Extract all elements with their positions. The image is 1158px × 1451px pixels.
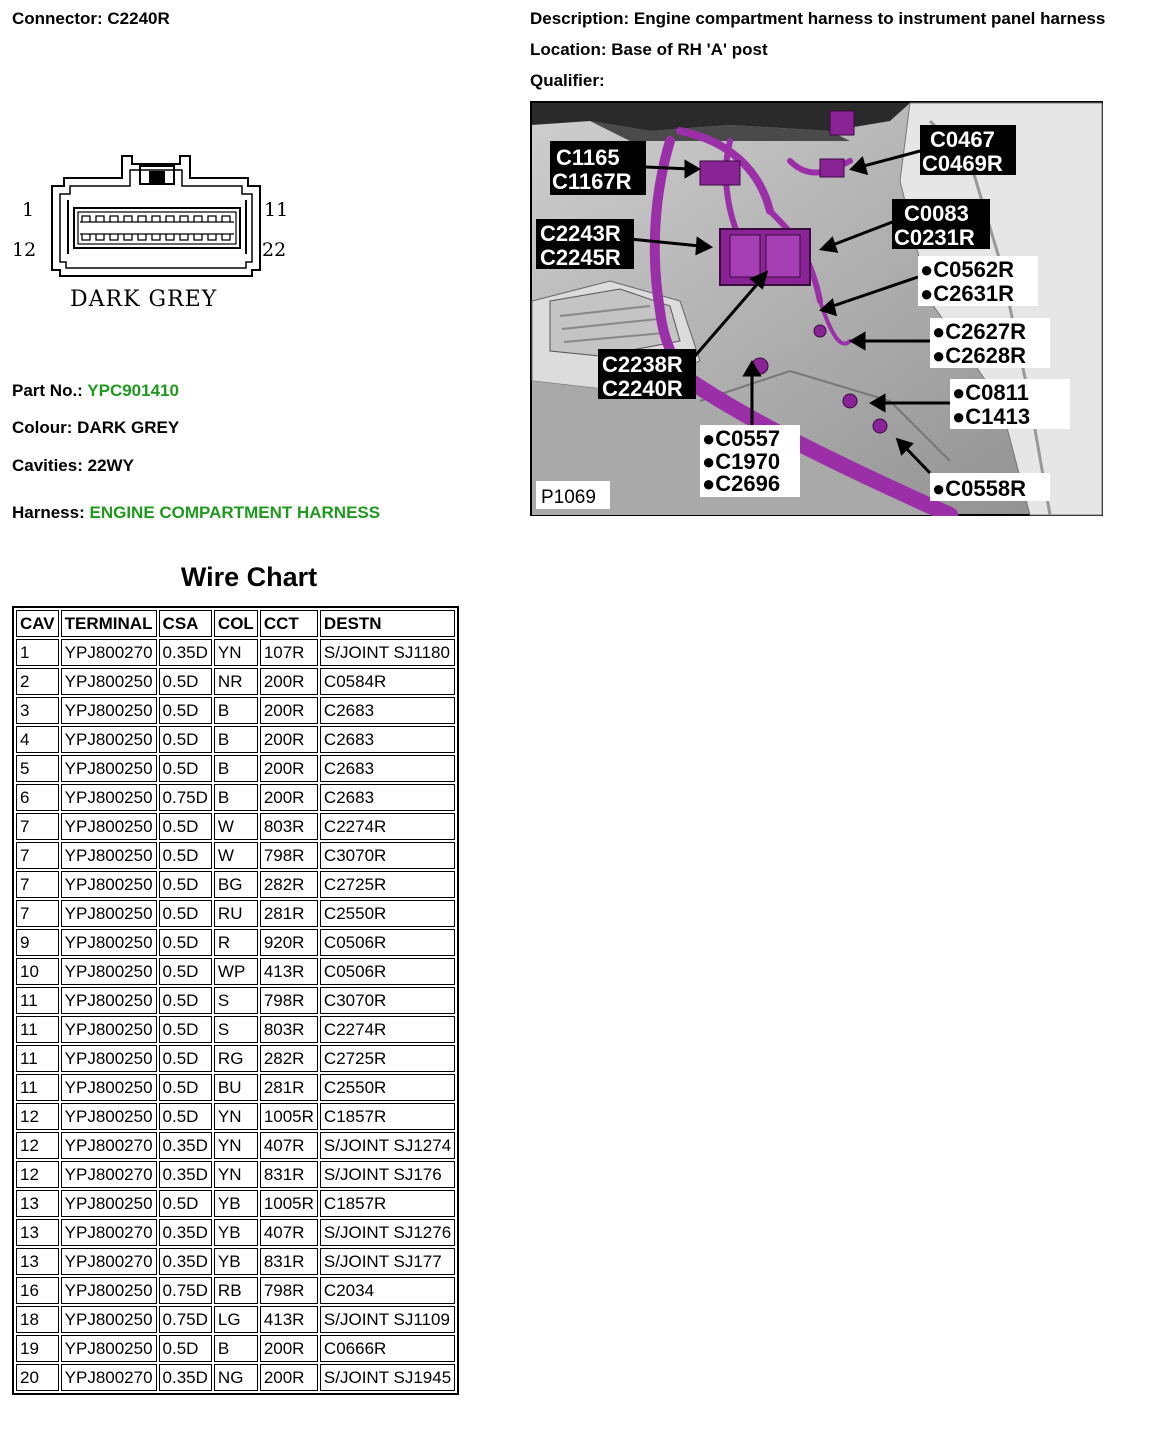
cell-cav: 6 — [16, 784, 59, 811]
cell-cav: 12 — [16, 1161, 59, 1188]
cell-cct: 200R — [260, 697, 318, 724]
cell-cav: 13 — [16, 1219, 59, 1246]
cavities-info — [12, 456, 134, 476]
cell-cav: 9 — [16, 929, 59, 956]
cell-col: YN — [214, 1103, 258, 1130]
cell-destn: C0506R — [320, 958, 455, 985]
callout-c2243r: C2243R — [540, 221, 621, 246]
colour-label: Colour: — [12, 418, 73, 437]
cell-cct: 413R — [260, 958, 318, 985]
wire-chart-table — [12, 606, 459, 1395]
callout-c2628r: ●C2628R — [932, 343, 1027, 368]
cell-cav: 4 — [16, 726, 59, 753]
connector-value: C2240R — [107, 9, 170, 28]
wire-chart-title: Wire Chart — [180, 562, 318, 592]
harness-link[interactable]: ENGINE COMPARTMENT HARNESS — [89, 503, 381, 522]
cell-cct: 798R — [260, 842, 318, 869]
cell-destn: C3070R — [320, 842, 455, 869]
cavities-label: Cavities: — [12, 456, 83, 475]
cell-terminal: YPJ800250 — [61, 871, 157, 898]
header-col: COL — [214, 610, 258, 637]
cell-col: YN — [214, 1132, 258, 1159]
cell-cav: 1 — [16, 639, 59, 666]
cell-csa: 0.5D — [159, 1045, 212, 1072]
cell-terminal: YPJ800250 — [61, 958, 157, 985]
cell-csa: 0.5D — [159, 871, 212, 898]
cell-destn: S/JOINT SJ1109 — [320, 1306, 455, 1333]
callout-c1413: ●C1413 — [952, 404, 1031, 429]
header-destn: DESTN — [320, 610, 455, 637]
cell-csa: 0.5D — [159, 987, 212, 1014]
table-row — [16, 1132, 455, 1159]
cell-cct: 200R — [260, 668, 318, 695]
cell-terminal: YPJ800250 — [61, 987, 157, 1014]
cell-terminal: YPJ800270 — [61, 639, 157, 666]
table-row — [16, 1248, 455, 1275]
cell-terminal: YPJ800250 — [61, 1103, 157, 1130]
diagram-colour-label: DARK GREY — [70, 287, 218, 312]
cell-cct: 831R — [260, 1161, 318, 1188]
cell-terminal: YPJ800250 — [61, 697, 157, 724]
table-row — [16, 1016, 455, 1043]
cell-col: W — [214, 842, 258, 869]
cell-cct: 282R — [260, 1045, 318, 1072]
cell-csa: 0.75D — [159, 1277, 212, 1304]
cell-destn: C2683 — [320, 755, 455, 782]
cell-csa: 0.5D — [159, 668, 212, 695]
cell-terminal: YPJ800250 — [61, 1277, 157, 1304]
cell-terminal: YPJ800270 — [61, 1161, 157, 1188]
callout-c2240r: C2240R — [602, 376, 683, 401]
harness-label: Harness: — [12, 503, 85, 522]
cell-csa: 0.35D — [159, 1132, 212, 1159]
wire-chart-body — [16, 639, 455, 1391]
cell-col: S — [214, 1016, 258, 1043]
cell-destn: C0666R — [320, 1335, 455, 1362]
cell-destn: C2725R — [320, 1045, 455, 1072]
cell-terminal: YPJ800250 — [61, 1306, 157, 1333]
cell-col: LG — [214, 1306, 258, 1333]
cell-col: R — [214, 929, 258, 956]
cell-terminal: YPJ800250 — [61, 726, 157, 753]
harness-info — [12, 503, 380, 523]
callout-c0467: C0467 — [930, 127, 995, 152]
callout-c0562r: ●C0562R — [920, 257, 1015, 282]
cell-csa: 0.5D — [159, 958, 212, 985]
cell-col: YN — [214, 639, 258, 666]
part-no-link[interactable]: YPC901410 — [87, 381, 179, 400]
cell-cav: 18 — [16, 1306, 59, 1333]
cell-csa: 0.5D — [159, 929, 212, 956]
cell-col: B — [214, 697, 258, 724]
cell-cct: 282R — [260, 871, 318, 898]
cell-cct: 803R — [260, 813, 318, 840]
cell-terminal: YPJ800250 — [61, 842, 157, 869]
table-row — [16, 958, 455, 985]
callout-c0811: ●C0811 — [952, 380, 1029, 405]
cell-cav: 3 — [16, 697, 59, 724]
cell-cct: 281R — [260, 1074, 318, 1101]
pin-label-22: 22 — [262, 239, 287, 261]
cell-csa: 0.5D — [159, 1016, 212, 1043]
table-row — [16, 639, 455, 666]
cell-terminal: YPJ800250 — [61, 1335, 157, 1362]
cell-destn: S/JOINT SJ1276 — [320, 1219, 455, 1246]
description-value: Engine compartment harness to instrument panel harness — [633, 9, 1106, 28]
connector-label: Connector: — [12, 9, 103, 28]
cell-col: B — [214, 726, 258, 753]
table-row — [16, 1335, 455, 1362]
cell-csa: 0.35D — [159, 1364, 212, 1391]
cell-csa: 0.35D — [159, 639, 212, 666]
table-row — [16, 1074, 455, 1101]
cell-cct: 407R — [260, 1132, 318, 1159]
cell-csa: 0.5D — [159, 1190, 212, 1217]
cell-col: WP — [214, 958, 258, 985]
cell-terminal: YPJ800250 — [61, 668, 157, 695]
cell-col: YB — [214, 1190, 258, 1217]
cell-destn: C2550R — [320, 900, 455, 927]
cell-csa: 0.5D — [159, 842, 212, 869]
table-row — [16, 784, 455, 811]
cell-cav: 7 — [16, 813, 59, 840]
cell-cav: 7 — [16, 871, 59, 898]
cell-cav: 5 — [16, 755, 59, 782]
colour-info — [12, 418, 179, 438]
cell-terminal: YPJ800250 — [61, 1045, 157, 1072]
table-row — [16, 871, 455, 898]
table-row — [16, 1045, 455, 1072]
cell-csa: 0.35D — [159, 1248, 212, 1275]
cell-destn: S/JOINT SJ1180 — [320, 639, 455, 666]
header-cct: CCT — [260, 610, 318, 637]
cell-cav: 11 — [16, 1074, 59, 1101]
cell-cct: 281R — [260, 900, 318, 927]
callout-c0083: C0083 — [904, 201, 969, 226]
callout-c2627r: ●C2627R — [932, 319, 1027, 344]
callout-c1970: ●C1970 — [702, 449, 781, 474]
cell-csa: 0.5D — [159, 900, 212, 927]
connector-info — [12, 9, 170, 29]
cell-col: NG — [214, 1364, 258, 1391]
cell-terminal: YPJ800270 — [61, 1248, 157, 1275]
location-label: Location: — [530, 40, 607, 59]
table-row — [16, 1190, 455, 1217]
cell-cct: 200R — [260, 1364, 318, 1391]
part-no-label: Part No.: — [12, 381, 83, 400]
cell-terminal: YPJ800270 — [61, 1219, 157, 1246]
cell-destn: C0584R — [320, 668, 455, 695]
cell-cav: 19 — [16, 1335, 59, 1362]
cell-col: YN — [214, 1161, 258, 1188]
table-row — [16, 726, 455, 753]
qualifier-label: Qualifier: — [530, 71, 605, 90]
cell-terminal: YPJ800250 — [61, 1190, 157, 1217]
cell-col: W — [214, 813, 258, 840]
pin-label-1: 1 — [22, 199, 35, 221]
cell-csa: 0.5D — [159, 726, 212, 753]
table-row — [16, 1103, 455, 1130]
location-photo — [530, 101, 1103, 516]
table-row — [16, 842, 455, 869]
table-row — [16, 1161, 455, 1188]
cell-col: BG — [214, 871, 258, 898]
cell-cct: 200R — [260, 726, 318, 753]
callout-c2696: ●C2696 — [702, 471, 781, 496]
cell-cav: 2 — [16, 668, 59, 695]
qualifier-info — [530, 71, 605, 91]
cell-cav: 12 — [16, 1103, 59, 1130]
cell-cct: 200R — [260, 784, 318, 811]
cell-destn: C2725R — [320, 871, 455, 898]
cell-terminal: YPJ800250 — [61, 929, 157, 956]
cell-csa: 0.35D — [159, 1161, 212, 1188]
table-row — [16, 987, 455, 1014]
cell-cct: 920R — [260, 929, 318, 956]
colour-value: DARK GREY — [77, 418, 180, 437]
cell-cct: 413R — [260, 1306, 318, 1333]
table-row — [16, 755, 455, 782]
callout-c1165: C1165 — [556, 145, 620, 170]
cell-csa: 0.5D — [159, 1103, 212, 1130]
table-row — [16, 668, 455, 695]
cell-destn: C1857R — [320, 1103, 455, 1130]
cell-destn: C2274R — [320, 1016, 455, 1043]
callout-c0469r: C0469R — [922, 151, 1003, 176]
cell-col: BU — [214, 1074, 258, 1101]
table-header-row — [16, 610, 455, 637]
cell-cav: 12 — [16, 1132, 59, 1159]
callout-c2245r: C2245R — [540, 245, 621, 270]
cell-col: RU — [214, 900, 258, 927]
callout-c2631r: ●C2631R — [920, 281, 1015, 306]
cell-cav: 11 — [16, 987, 59, 1014]
header-csa: CSA — [159, 610, 212, 637]
cavities-value: 22WY — [87, 456, 134, 475]
table-row — [16, 813, 455, 840]
cell-col: S — [214, 987, 258, 1014]
connector-face-diagram — [10, 150, 310, 320]
cell-terminal: YPJ800270 — [61, 1132, 157, 1159]
cell-cct: 107R — [260, 639, 318, 666]
table-row — [16, 1306, 455, 1333]
cell-terminal: YPJ800250 — [61, 813, 157, 840]
cell-destn: C3070R — [320, 987, 455, 1014]
cell-col: RG — [214, 1045, 258, 1072]
description-info — [530, 9, 1105, 29]
cell-cav: 13 — [16, 1248, 59, 1275]
callout-c0558r: ●C0558R — [932, 476, 1027, 501]
location-info — [530, 40, 768, 60]
cell-col: NR — [214, 668, 258, 695]
cell-cav: 7 — [16, 900, 59, 927]
cell-cct: 1005R — [260, 1103, 318, 1130]
cell-cct: 798R — [260, 1277, 318, 1304]
cell-cav: 16 — [16, 1277, 59, 1304]
cell-destn: C2683 — [320, 726, 455, 753]
table-row — [16, 900, 455, 927]
cell-cct: 831R — [260, 1248, 318, 1275]
cell-destn: C2034 — [320, 1277, 455, 1304]
cell-destn: S/JOINT SJ176 — [320, 1161, 455, 1188]
cell-csa: 0.5D — [159, 1074, 212, 1101]
header-cav: CAV — [16, 610, 59, 637]
callout-c2238r: C2238R — [602, 352, 683, 377]
part-no-info — [12, 381, 179, 401]
cell-cct: 200R — [260, 1335, 318, 1362]
cell-col: B — [214, 1335, 258, 1362]
cell-cav: 20 — [16, 1364, 59, 1391]
cell-csa: 0.75D — [159, 784, 212, 811]
cell-destn: C1857R — [320, 1190, 455, 1217]
cell-col: RB — [214, 1277, 258, 1304]
cell-destn: C2683 — [320, 697, 455, 724]
cell-destn: C2550R — [320, 1074, 455, 1101]
table-row — [16, 929, 455, 956]
cell-cct: 407R — [260, 1219, 318, 1246]
cell-csa: 0.5D — [159, 697, 212, 724]
cell-cct: 200R — [260, 755, 318, 782]
cell-col: YB — [214, 1219, 258, 1246]
callout-c0557: ●C0557 — [702, 426, 781, 451]
header-terminal: TERMINAL — [61, 610, 157, 637]
cell-destn: S/JOINT SJ1945 — [320, 1364, 455, 1391]
cell-csa: 0.5D — [159, 755, 212, 782]
cell-cav: 13 — [16, 1190, 59, 1217]
cell-terminal: YPJ800250 — [61, 1016, 157, 1043]
cell-cct: 798R — [260, 987, 318, 1014]
cell-terminal: YPJ800250 — [61, 1074, 157, 1101]
cell-csa: 0.5D — [159, 1335, 212, 1362]
cell-destn: S/JOINT SJ177 — [320, 1248, 455, 1275]
cell-destn: C2274R — [320, 813, 455, 840]
pin-label-12: 12 — [12, 239, 37, 261]
table-row — [16, 1277, 455, 1304]
cell-terminal: YPJ800250 — [61, 755, 157, 782]
table-row — [16, 697, 455, 724]
cell-terminal: YPJ800270 — [61, 1364, 157, 1391]
description-label: Description: — [530, 9, 630, 28]
cell-terminal: YPJ800250 — [61, 900, 157, 927]
callout-c0231r: C0231R — [894, 225, 975, 250]
cell-csa: 0.5D — [159, 813, 212, 840]
cell-cav: 7 — [16, 842, 59, 869]
callout-c1167r: C1167R — [552, 169, 632, 194]
cell-destn: S/JOINT SJ1274 — [320, 1132, 455, 1159]
cell-destn: C2683 — [320, 784, 455, 811]
cell-terminal: YPJ800250 — [61, 784, 157, 811]
table-row — [16, 1364, 455, 1391]
cell-cct: 803R — [260, 1016, 318, 1043]
cell-csa: 0.35D — [159, 1219, 212, 1246]
cell-col: B — [214, 755, 258, 782]
pin-label-11: 11 — [264, 199, 289, 221]
cell-cav: 11 — [16, 1045, 59, 1072]
cell-cav: 10 — [16, 958, 59, 985]
location-value: Base of RH 'A' post — [611, 40, 768, 59]
cell-csa: 0.75D — [159, 1306, 212, 1333]
cell-destn: C0506R — [320, 929, 455, 956]
cell-col: B — [214, 784, 258, 811]
cell-col: YB — [214, 1248, 258, 1275]
table-row — [16, 1219, 455, 1246]
cell-cav: 11 — [16, 1016, 59, 1043]
photo-id: P1069 — [541, 487, 596, 508]
cell-cct: 1005R — [260, 1190, 318, 1217]
